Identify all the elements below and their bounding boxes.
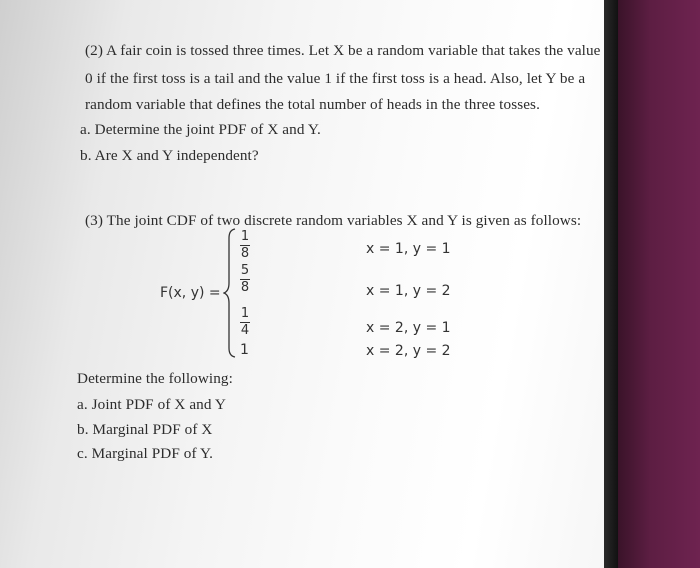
determine-heading: Determine the following:	[77, 370, 233, 387]
case2-numerator: 5	[240, 263, 250, 278]
case1-condition: x = 1, y = 1	[366, 241, 451, 257]
screen-bezel	[604, 0, 618, 568]
case1-numerator: 1	[240, 229, 250, 244]
problem3-part-a: a. Joint PDF of X and Y	[77, 396, 226, 413]
problem2-line1: (2) A fair coin is tossed three times. Let X be a random variable that takes the value	[85, 42, 601, 59]
problem3-intro: (3) The joint CDF of two discrete random variables X and Y is given as follows:	[85, 212, 582, 229]
problem3-part-b: b. Marginal PDF of X	[77, 421, 213, 438]
problem2-line2: 0 if the first toss is a tail and the value 1 if the first toss is a head. Also, let Y be a	[85, 70, 586, 87]
case3-denominator: 4	[240, 323, 250, 338]
case3-value	[238, 307, 252, 338]
problem2-part-b: b. Are X and Y independent?	[80, 147, 259, 164]
problem3-part-c: c. Marginal PDF of Y.	[77, 445, 213, 462]
case3-numerator: 1	[240, 306, 250, 321]
case2-condition: x = 1, y = 2	[366, 283, 451, 299]
background-surface	[618, 0, 700, 568]
case3-condition: x = 2, y = 1	[366, 320, 451, 336]
case2-value	[238, 264, 252, 295]
case1-denominator: 8	[240, 246, 250, 261]
case4-value: 1	[240, 342, 249, 358]
left-brace	[223, 228, 237, 358]
problem2-part-a: a. Determine the joint PDF of X and Y.	[80, 121, 321, 138]
cdf-lhs: F(x, y) =	[160, 285, 221, 301]
case1-value	[238, 230, 252, 261]
case4-condition: x = 2, y = 2	[366, 343, 451, 359]
case2-denominator: 8	[240, 280, 250, 295]
problem2-line3: random variable that defines the total number of heads in the three tosses.	[85, 96, 540, 113]
